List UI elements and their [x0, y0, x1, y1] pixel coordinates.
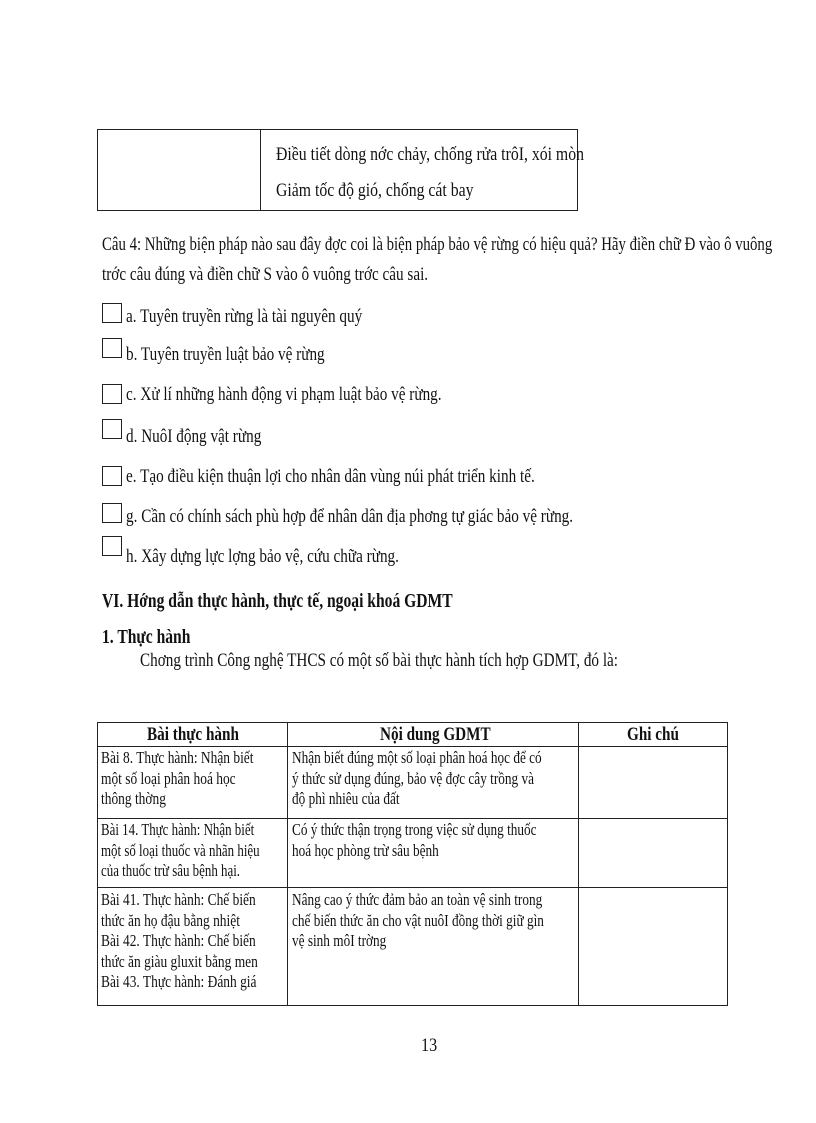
table-cell-noidung: Nhận biết đúng một số loại phân hoá học để có ý thức sử dụng đúng, bảo vệ đợc cây trồng và độ phì nhiêu của đất [292, 748, 542, 808]
table-cell-ghichu [583, 890, 723, 1004]
option-label: h. Xây dựng lực lợng bảo vệ, cứu chữa rừng. [126, 546, 399, 567]
table-cell-ghichu [583, 748, 723, 817]
option-label: e. Tạo điều kiện thuận lợi cho nhân dân vùng núi phát triển kinh tế. [126, 466, 535, 487]
table-cell-noidung: Nâng cao ý thức đảm bảo an toàn vệ sinh trong chế biến thức ăn cho vật nuôI đồng thời giữ gìn vệ sinh môI trờng [292, 890, 544, 950]
answer-checkbox[interactable] [102, 338, 122, 358]
header-noi-dung: Nội dung GDMT [380, 724, 491, 745]
top-table-line: Giảm tốc độ gió, chống cát bay [276, 180, 474, 201]
option-label: b. Tuyên truyền luật bảo vệ rừng [126, 344, 325, 365]
answer-checkbox[interactable] [102, 536, 122, 556]
practice-table [97, 722, 728, 1006]
option-label: a. Tuyên truyền rừng là tài nguyên quý [126, 306, 363, 327]
answer-checkbox[interactable] [102, 303, 122, 323]
top-table-line: Điều tiết dòng nớc chảy, chống rửa trôI, xói mòn [276, 144, 584, 165]
table-cell-bai: Bài 14. Thực hành: Nhận biết một số loại thuốc và nhãn hiệu của thuốc trừ sâu bệnh hại. [101, 820, 260, 880]
answer-checkbox[interactable] [102, 466, 122, 486]
option-label: d. NuôI động vật rừng [126, 426, 262, 447]
table-divider [260, 130, 261, 210]
option-label: g. Cần có chính sách phù hợp để nhân dân địa phơng tự giác bảo vệ rừng. [126, 506, 574, 527]
answer-checkbox[interactable] [102, 419, 122, 439]
table-cell-noidung: Có ý thức thận trọng trong việc sử dụng thuốc hoá học phòng trừ sâu bệnh [292, 820, 537, 860]
header-bai-thuc-hanh: Bài thực hành [147, 724, 239, 745]
page-number: 13 [421, 1035, 438, 1056]
answer-checkbox[interactable] [102, 384, 122, 404]
section-subheading: 1. Thực hành [102, 626, 191, 648]
option-label: c. Xử lí những hành động vi phạm luật bảo vệ rừng. [126, 384, 442, 405]
section-intro: Chơng trình Công nghệ THCS có một số bài thực hành tích hợp GDMT, đó là: [140, 650, 619, 671]
table-cell-bai: Bài 8. Thực hành: Nhận biết một số loại phân hoá học thông thờng [101, 748, 254, 808]
top-table [97, 129, 584, 211]
table-cell-ghichu [583, 820, 723, 886]
answer-checkbox[interactable] [102, 503, 122, 523]
header-ghi-chu: Ghi chú [627, 724, 679, 745]
question4-line2: trớc câu đúng và điền chữ S vào ô vuông trớc câu sai. [102, 264, 429, 285]
question4-line1: Câu 4: Những biện pháp nào sau đây đợc coi là biện pháp bảo vệ rừng có hiệu quả? Hãy điền chữ Đ vào ô vuông [102, 234, 773, 255]
table-cell-bai: Bài 41. Thực hành: Chế biến thức ăn họ đậu bằng nhiệt Bài 42. Thực hành: Chế biến thức ăn giàu gluxit bằng men Bài 43. Thực hành: Đánh giá [101, 890, 258, 991]
section-heading: VI. Hớng dẫn thực hành, thực tế, ngoại khoá GDMT [102, 590, 453, 612]
